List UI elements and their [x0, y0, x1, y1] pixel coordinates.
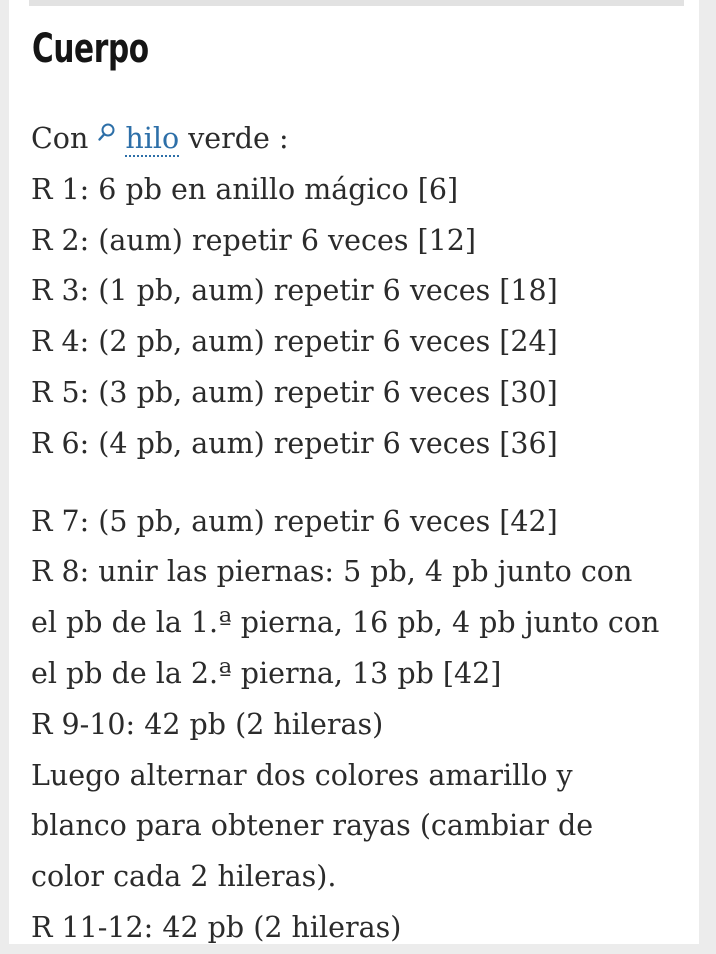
- intro-text-before: Con: [31, 122, 89, 155]
- round-line: el pb de la 1.ª pierna, 16 pb, 4 pb junto con: [31, 606, 660, 640]
- round-line: R 4: (2 pb, aum) repetir 6 veces [24]: [31, 325, 558, 359]
- hilo-link[interactable]: hilo: [125, 122, 180, 155]
- round-line: R 11-12: 42 pb (2 hileras): [31, 910, 402, 944]
- round-line: R 9-10: 42 pb (2 hileras): [31, 707, 384, 741]
- intro-line: [31, 114, 689, 165]
- pattern-instructions: [31, 114, 689, 954]
- round-line: R 3: (1 pb, aum) repetir 6 veces [18]: [31, 274, 558, 308]
- round-line: R 6: (4 pb, aum) repetir 6 veces [36]: [31, 426, 558, 460]
- instruction-line: Luego alternar dos colores amarillo y: [31, 758, 573, 792]
- section-title: Cuerpo: [32, 26, 149, 72]
- search-icon[interactable]: [97, 122, 117, 142]
- round-line: R 2: (aum) repetir 6 veces [12]: [31, 223, 477, 257]
- instruction-line: blanco para obtener rayas (cambiar de: [31, 809, 594, 843]
- round-line: el pb de la 2.ª pierna, 13 pb [42]: [31, 656, 502, 690]
- round-line: R 7: (5 pb, aum) repetir 6 veces [42]: [31, 504, 558, 538]
- round-line: R 8: unir las piernas: 5 pb, 4 pb junto con: [31, 555, 633, 589]
- round-line: R 1: 6 pb en anillo mágico [6]: [31, 172, 459, 206]
- top-divider: [29, 0, 684, 6]
- article-card: [9, 0, 699, 944]
- instruction-line: color cada 2 hileras).: [31, 860, 337, 894]
- intro-text-after: verde :: [188, 122, 289, 155]
- round-line: R 5: (3 pb, aum) repetir 6 veces [30]: [31, 375, 558, 409]
- paragraph-gap: [31, 470, 689, 497]
